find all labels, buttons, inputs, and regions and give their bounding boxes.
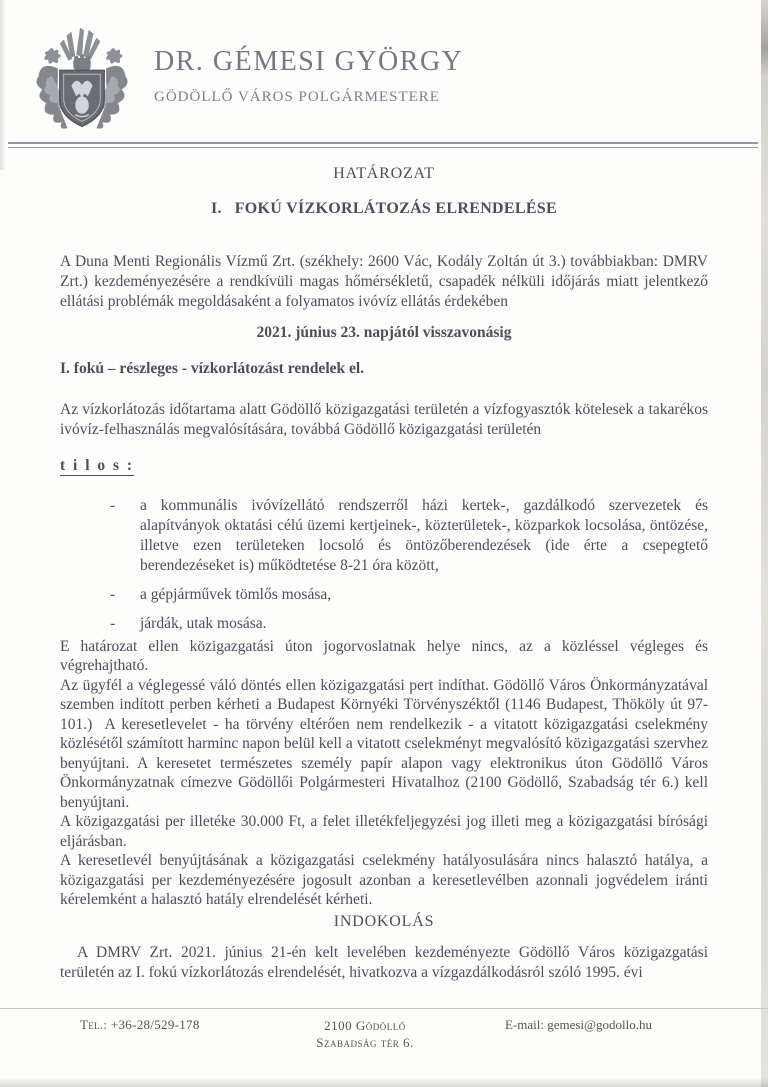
prohibited-label-wrap (60, 456, 708, 476)
reasoning-heading: INDOKOLÁS (333, 912, 435, 930)
sender-title: GÖDÖLLŐ VÁROS POLGÁRMESTERE (154, 89, 440, 105)
paragraph-legal: A keresetlevél benyújtásának a közigazgatási cselekmény hatályosulására nincs halasztó hatálya, a közigazgatási per kezdeményezésére jogosult azonban a keresetlevélben azonnali jogvédelem iránti kérelemként a halasztó hatály elrendelését kérheti. (60, 852, 708, 908)
letter-footer (0, 1008, 768, 1055)
header-divider (8, 142, 758, 148)
paragraph-legal: A közigazgatási per illetéke 30.000 Ft, a felet illetékfeljegyzési jog illeti meg a közigazgatási bírósági eljárásban. (60, 813, 708, 850)
letterhead-text (154, 26, 463, 105)
paragraph-reasoning: A DMRV Zrt. 2021. június 21-én kelt levelében kezdeményezte Gödöllő Város közigazgatási területén az I. fokú vízkorlátozás elrendelését, hivatkozva a vízgazdálkodásról szóló 1995. évi (60, 943, 708, 981)
coat-of-arms-icon (28, 26, 136, 134)
letterhead (0, 0, 768, 138)
paragraph-legal: Az ügyfél a véglegessé váló döntés ellen közigazgatási pert indíthat. Gödöllő Város Önkormányzatával szemben indított perben kérheti a Budapest Környéki Törvényszéktől (1146 Budapest, Thököly út 97-101.) A keresetlevelet - ha törvény eltérően nem rendelkezik - a vitatott közigazgatási cselekmény közlésétől számított harminc napon belül kell a vitatott cselekményt megvalósító közigazgatási szervhez benyújtani. A keresetet természetes személy papír alapon vagy elektronikus úton Gödöllő Város Önkormányzatnak címezve Gödöllői Polgármesteri Hivatalhoz (2100 Gödöllő, Szabadság tér 6.) kell benyújtani. (60, 676, 708, 811)
list-item: - járdák, utak mosása. (110, 614, 708, 634)
footer-address-line1: 2100 Gödöllő (324, 1018, 406, 1033)
list-item: - a gépjárművek tömlős mosása, (110, 585, 708, 605)
footer-email: E-mail: gemesi@godollo.hu (505, 1017, 653, 1032)
paragraph-intro: A Duna Menti Regionális Vízmű Zrt. (székhely: 2600 Vác, Kodály Zoltán út 3.) továbbiakban: DMRV Zrt.) kezdeményezésére a rendkívüli magas hőmérsékletű, csapadék nélküli időjárás miatt jelentkező ellátási problémák megoldásaként a folyamatos ivóvíz ellátás érdekében (60, 253, 708, 310)
scan-edge-bottom (0, 1078, 768, 1087)
document-body (60, 164, 708, 983)
effective-date-line: 2021. június 23. napjától visszavonásig (256, 324, 512, 341)
prohibited-items-list (60, 496, 708, 634)
paragraph-legal: E határozat ellen közigazgatási úton jogorvoslatnak helye nincs, az a közléssel végleges és végrehajtható. (60, 637, 708, 674)
order-line: I. fokú – részleges - vízkorlátozást rendelek el. (60, 359, 365, 377)
paragraph-scope: Az vízkorlátozás időtartama alatt Gödöllő közigazgatási területén a vízfogyasztók kötelesek a takarékos ivóvíz-felhasználás megvalósítására, továbbá Gödöllő közigazgatási területén (60, 400, 708, 438)
sender-name: DR. GÉMESI GYÖRGY (154, 46, 464, 77)
document-heading: HATÁROZAT (333, 165, 435, 182)
scan-edge-right (761, 0, 768, 1087)
footer-contact-row (0, 1009, 768, 1055)
list-item: - a kommunális ivóvízellátó rendszerről házi kertek-, gazdálkodó szervezetek és alapítványok oktatási célú üzemi kertjeinek-, közterületek-, közparkok locsolása, öntözése, illetve ezen területeken locsoló és öntözőberendezések (ide érte a csepegtető berendezéseket is) működtetése 8-21 óra között, (110, 496, 708, 576)
footer-address-line2: Szabadság tér 6. (316, 1035, 414, 1050)
prohibited-label: t i l o s : (60, 456, 135, 474)
scan-edge-left (0, 0, 6, 170)
footer-phone: Tel.: +36-28/529-178 (80, 1017, 200, 1032)
document-subheading: I. FOKÚ VÍZKORLÁTOZÁS ELRENDELÉSE (211, 200, 557, 217)
legal-remedy-block (60, 637, 708, 910)
footer-address (270, 1017, 460, 1051)
